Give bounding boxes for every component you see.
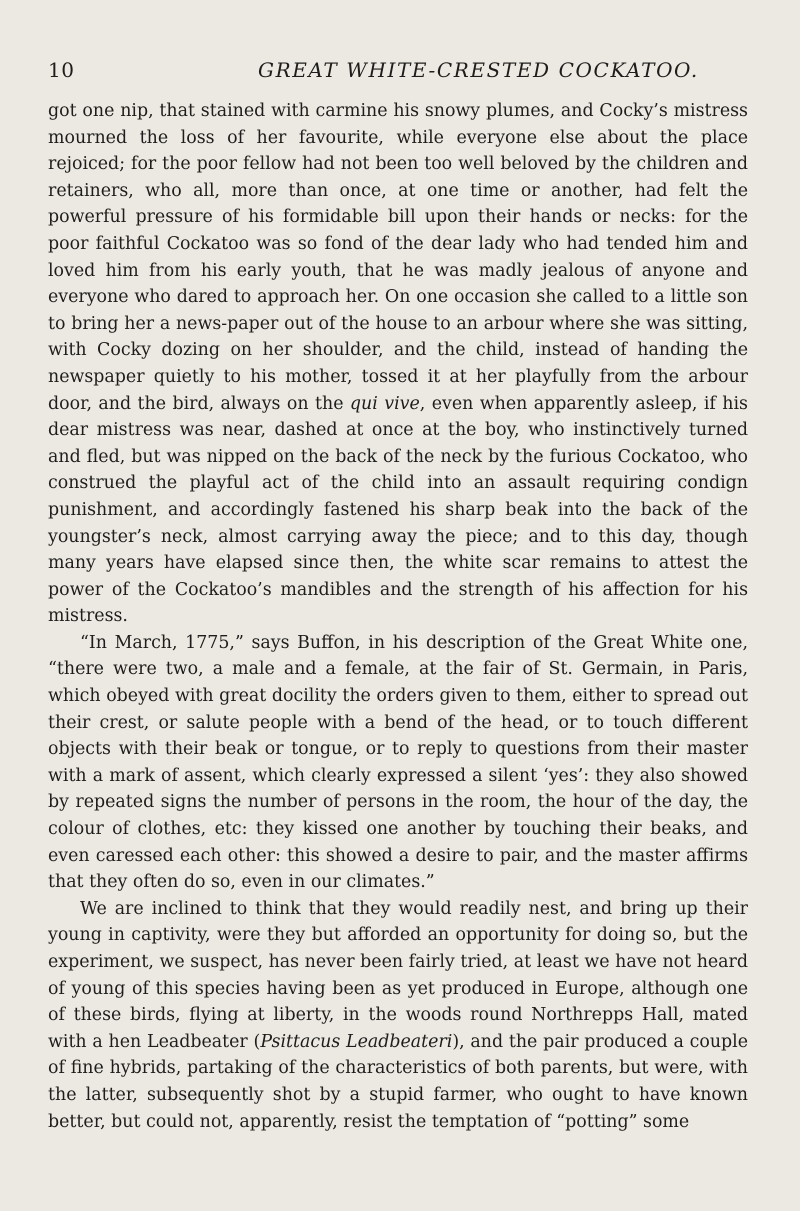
body-text [48,98,748,1135]
text-run: , even when apparently asleep, if his dear mistress was near, dashed at once at the boy, who instinctively turned and fled, but was nipped on the back of the neck by the furious Cockatoo, who construed the playful act of the child into an assault requiring condign punishment, and accordingly fastened his sharp beak into the back of the youngster’s neck, almost carrying away the piece; and to this day, though many years have elapsed since then, the white scar remains to attest the power of the Cockatoo’s mandibles and the strength of his affection for his mistress. [48,393,748,627]
text-run: ), and the pair produced a couple of fine hybrids, partaking of the characteristics of both parents, but were, with the latter, subsequently shot by a stupid farmer, who ought to have known better, but could not, apparently, resist the temptation of “potting” some [48,1031,749,1132]
species-name: Psittacus Leadbeateri [260,1031,453,1052]
text-run: We are inclined to think that they would readily nest, and bring up their young in captivity, were they but afforded an opportunity for doing so, but the experiment, we suspect, has never been fairly tried, at least we have not heard of young of this species having been as yet produced in Europe, although one of these birds, flying at liberty, in the woods round Northrepps Hall, mated with a hen Leadbeater ( [48,898,748,1052]
running-title: GREAT WHITE-CRESTED COCKATOO. [258,58,699,82]
running-head [48,58,748,92]
page-number: 10 [48,58,75,82]
paragraph-buffon-quote [48,630,748,896]
text-run: “In March, 1775,” says Buffon, in his description of the Great White one, “there were two, a male and a female, at the fair of St. Germain, in Paris, which obeyed with great docility the orders given to them, either to spread out their crest, or salute people with a bend of the head, or to touch different objects with their beak or tongue, or to reply to questions from their master with a mark of assent, which clearly expressed a silent ‘yes’: they also showed by repeated signs the number of persons in the room, the hour of the day, the colour of clothes, etc: they kissed one another by touching their beaks, and even caressed each other: this showed a desire to pair, and the master affirms that they often do so, even in our climates.” [48,632,748,893]
paragraph-breeding [48,896,748,1135]
text-run: got one nip, that stained with carmine his snowy plumes, and Cocky’s mistress mourned the loss of her favourite, while everyone else about the place rejoiced; for the poor fellow had not been too well beloved by the children and retainers, who all, more than once, at one time or another, had felt the powerful pressure of his formidable bill upon their hands or necks: for the poor faithful Cockatoo was so fond of the dear lady who had tended him and loved him from his early youth, that he was madly jealous of anyone and everyone who dared to approach her. On one occasion she called to a little son to bring her a news-paper out of the house to an arbour where she was sitting, with Cocky dozing on her shoulder, and the child, instead of handing the newspaper quietly to his mother, tossed it at her playfully from the arbour door, and the bird, always on the [48,101,748,414]
paragraph-cocky-anecdote [48,98,748,630]
italic-phrase: qui vive [349,393,420,414]
book-page [48,58,748,1135]
